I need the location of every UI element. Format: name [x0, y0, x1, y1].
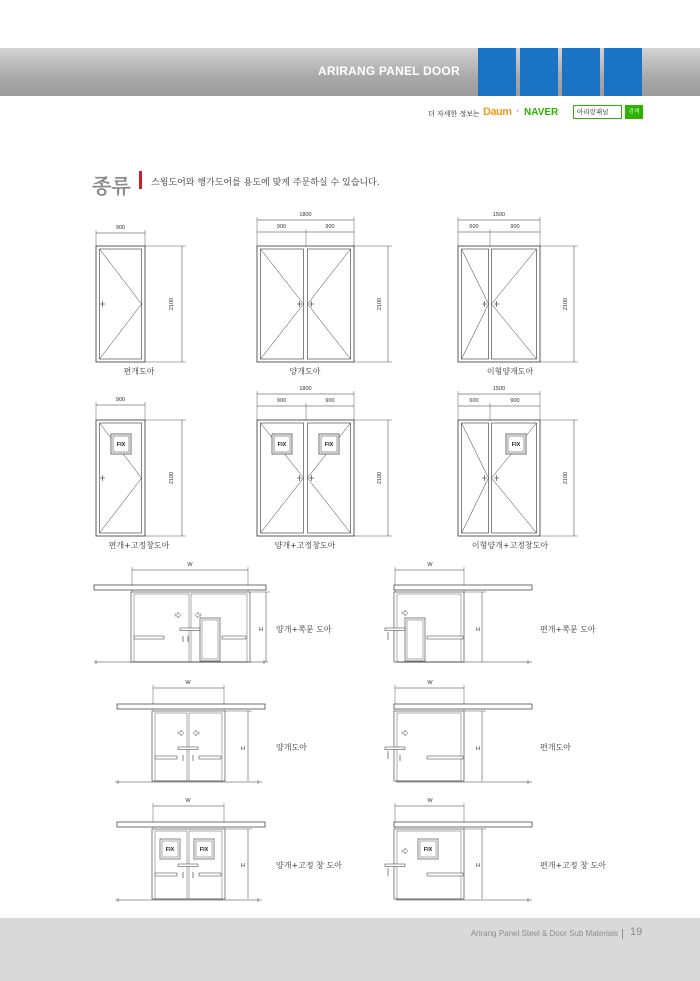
hanger-double-door: [115, 685, 265, 784]
swing-unequal-door: [458, 217, 578, 362]
dim-unequal-right: 900: [510, 224, 520, 230]
dim-double-fix-height: 2100: [377, 471, 383, 485]
page-number: 19: [630, 926, 643, 938]
caption-single-door: 편개도아: [123, 367, 155, 376]
dim-unequal-fix-right: 900: [510, 398, 520, 404]
fix-label-4: FIX: [511, 442, 521, 448]
hanger-single-fix-door: [385, 803, 532, 902]
header-title: ARIRANG PANEL DOOR: [318, 64, 460, 78]
h5-width-label: W: [185, 798, 191, 804]
footer-divider: [622, 929, 623, 939]
swing-unequal-fix-door: [458, 391, 578, 536]
footer-band: [0, 918, 700, 981]
fix-label-2: FIX: [277, 442, 287, 448]
dim-double-left: 900: [276, 224, 287, 230]
h6-height-label: H: [476, 863, 480, 869]
dim-single-fix-width: 900: [115, 397, 126, 403]
search-button[interactable]: 검색: [625, 105, 643, 119]
section-description: 스윙도어와 행가도어를 용도에 맞게 주문하실 수 있습니다.: [151, 178, 380, 188]
section-title: 종류: [92, 174, 131, 198]
hanger-single-door: [385, 685, 532, 784]
dim-single-fix-height: 2100: [169, 471, 175, 485]
h3-width-label: W: [185, 680, 191, 686]
caption-hanger-2: 편개+쪽문 도아: [540, 625, 596, 634]
fix-label-3: FIX: [324, 442, 334, 448]
dim-double-total: 1800: [299, 212, 312, 218]
caption-hanger-1: 양개+쪽문 도아: [276, 625, 332, 634]
dim-unequal-fix-total: 1500: [492, 386, 506, 392]
caption-hanger-3: 양개도아: [276, 743, 307, 752]
info-label: 더 자세한 정보는: [428, 110, 480, 118]
hanger-single-wicket-door: [385, 567, 532, 664]
dim-unequal-fix-height: 2100: [563, 471, 569, 485]
caption-hanger-5: 양개+고정 창 도아: [276, 861, 342, 870]
naver-logo[interactable]: NAVER: [524, 107, 559, 118]
dim-unequal-total: 1500: [492, 212, 506, 218]
daum-logo[interactable]: Daum: [483, 106, 512, 118]
h4-height-label: H: [476, 746, 480, 752]
footer-text: Arirang Panel Steel & Door Sub Materials: [470, 929, 618, 938]
hanger-double-fix-door: [115, 803, 265, 902]
search-input[interactable]: 아리랑패널: [573, 105, 622, 119]
dim-single-width: 900: [115, 225, 126, 231]
caption-double-fix-door: 양개+고정창도아: [274, 541, 336, 550]
h6-fix-label: FIX: [423, 847, 433, 853]
dim-unequal-height: 2100: [563, 297, 569, 311]
caption-single-fix-door: 편개+고정창도아: [108, 541, 170, 550]
h1-height-label: H: [259, 627, 263, 633]
h2-height-label: H: [476, 627, 480, 633]
dim-double-fix-right: 900: [325, 398, 335, 404]
h1-width-label: W: [187, 562, 193, 568]
fix-label-1: FIX: [116, 442, 126, 448]
h5-fix-label-right: FIX: [199, 847, 209, 853]
swing-single-door: [96, 230, 186, 362]
caption-double-door: 양개도아: [289, 367, 321, 376]
caption-hanger-4: 편개도아: [540, 743, 571, 752]
h3-height-label: H: [241, 746, 245, 752]
dim-double-height: 2100: [377, 297, 383, 311]
h4-width-label: W: [427, 680, 433, 686]
swing-single-fix-door: [96, 402, 186, 536]
dim-single-height: 2100: [169, 297, 175, 311]
swing-double-door: [257, 217, 392, 362]
h6-width-label: W: [427, 798, 433, 804]
swing-double-fix-door: [257, 391, 392, 536]
dim-unequal-fix-left: 600: [469, 398, 479, 404]
h5-fix-label-left: FIX: [165, 847, 175, 853]
h5-height-label: H: [241, 863, 245, 869]
dim-double-fix-left: 900: [276, 398, 287, 404]
dim-unequal-left: 600: [469, 224, 479, 230]
logo-separator: ·: [516, 107, 519, 117]
hanger-double-wicket-door: [94, 567, 270, 664]
caption-unequal-fix-door: 이형양개+고정창도아: [471, 541, 549, 550]
caption-hanger-6: 편개+고정 창 도아: [540, 861, 606, 870]
h2-width-label: W: [427, 562, 433, 568]
dim-double-fix-total: 1800: [299, 386, 312, 392]
dim-double-right: 900: [325, 224, 335, 230]
caption-unequal-door: 이형양개도아: [486, 367, 534, 376]
